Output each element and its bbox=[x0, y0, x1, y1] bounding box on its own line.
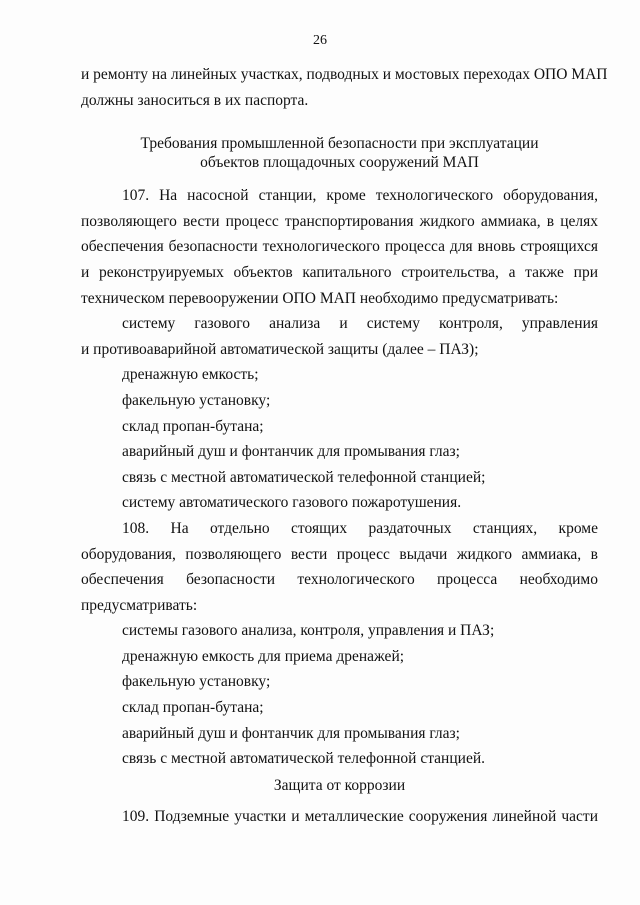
paragraph-108-line: оборудования, позволяющего вести процесс выдачи жидкого аммиака, в bbox=[81, 545, 598, 563]
list-108-item: склад пропан-бутана; bbox=[122, 699, 264, 717]
paragraph-109-line: 109. Подземные участки и металлические сооружения линейной части bbox=[122, 808, 598, 826]
paragraph-107-line: обеспечения безопасности технологического процесса для вновь строящихся bbox=[81, 238, 598, 256]
intro-line: должны заноситься в их паспорта. bbox=[81, 91, 309, 109]
subsection-heading: Защита от коррозии bbox=[273, 776, 406, 794]
list-107-item: связь с местной автоматической телефонной станцией; bbox=[122, 468, 486, 486]
list-108-item: аварийный душ и фонтанчик для промывания глаз; bbox=[122, 724, 460, 742]
paragraph-107-line: и реконструируемых объектов капитального строительства, а также при bbox=[81, 263, 598, 281]
list-108-item: факельную установку; bbox=[122, 673, 271, 691]
page-number: 26 bbox=[313, 33, 327, 48]
page-body bbox=[81, 62, 608, 830]
list-108-item: связь с местной автоматической телефонной станцией. bbox=[122, 750, 485, 768]
paragraph-108-line: предусматривать: bbox=[81, 596, 198, 614]
list-108-item: системы газового анализа, контроля, управления и ПАЗ; bbox=[122, 622, 495, 640]
heading-line: Требования промышленной безопасности при эксплуатации bbox=[140, 135, 539, 153]
heading-line: объектов площадочных сооружений МАП bbox=[200, 154, 479, 172]
list-107-item: систему автоматического газового пожаротушения. bbox=[122, 494, 462, 512]
paragraph-107-line: техническом перевооружении ОПО МАП необходимо предусматривать: bbox=[81, 289, 559, 307]
list-107-item: дренажную емкость; bbox=[122, 366, 259, 384]
paragraph-108-line: 108. На отдельно стоящих раздаточных станциях, кроме bbox=[122, 519, 598, 537]
section-heading bbox=[81, 134, 598, 172]
paragraph-108-line: обеспечения безопасности технологического процесса необходимо bbox=[81, 571, 598, 589]
list-107-item: и противоаварийной автоматической защиты (далее – ПАЗ); bbox=[81, 340, 479, 358]
paragraph-107-line: 107. На насосной станции, кроме технологического оборудования, bbox=[122, 187, 598, 205]
list-107-item: систему газового анализа и систему контроля, управления bbox=[122, 315, 598, 333]
paragraph-107-line: позволяющего вести процесс транспортирования жидкого аммиака, в целях bbox=[81, 212, 598, 230]
intro-line: и ремонту на линейных участках, подводных и мостовых переходах ОПО МАП bbox=[81, 66, 608, 83]
list-107-item: аварийный душ и фонтанчик для промывания глаз; bbox=[122, 443, 460, 461]
list-107-item: факельную установку; bbox=[122, 391, 271, 409]
list-107-item: склад пропан-бутана; bbox=[122, 417, 264, 435]
list-108-item: дренажную емкость для приема дренажей; bbox=[122, 647, 405, 665]
